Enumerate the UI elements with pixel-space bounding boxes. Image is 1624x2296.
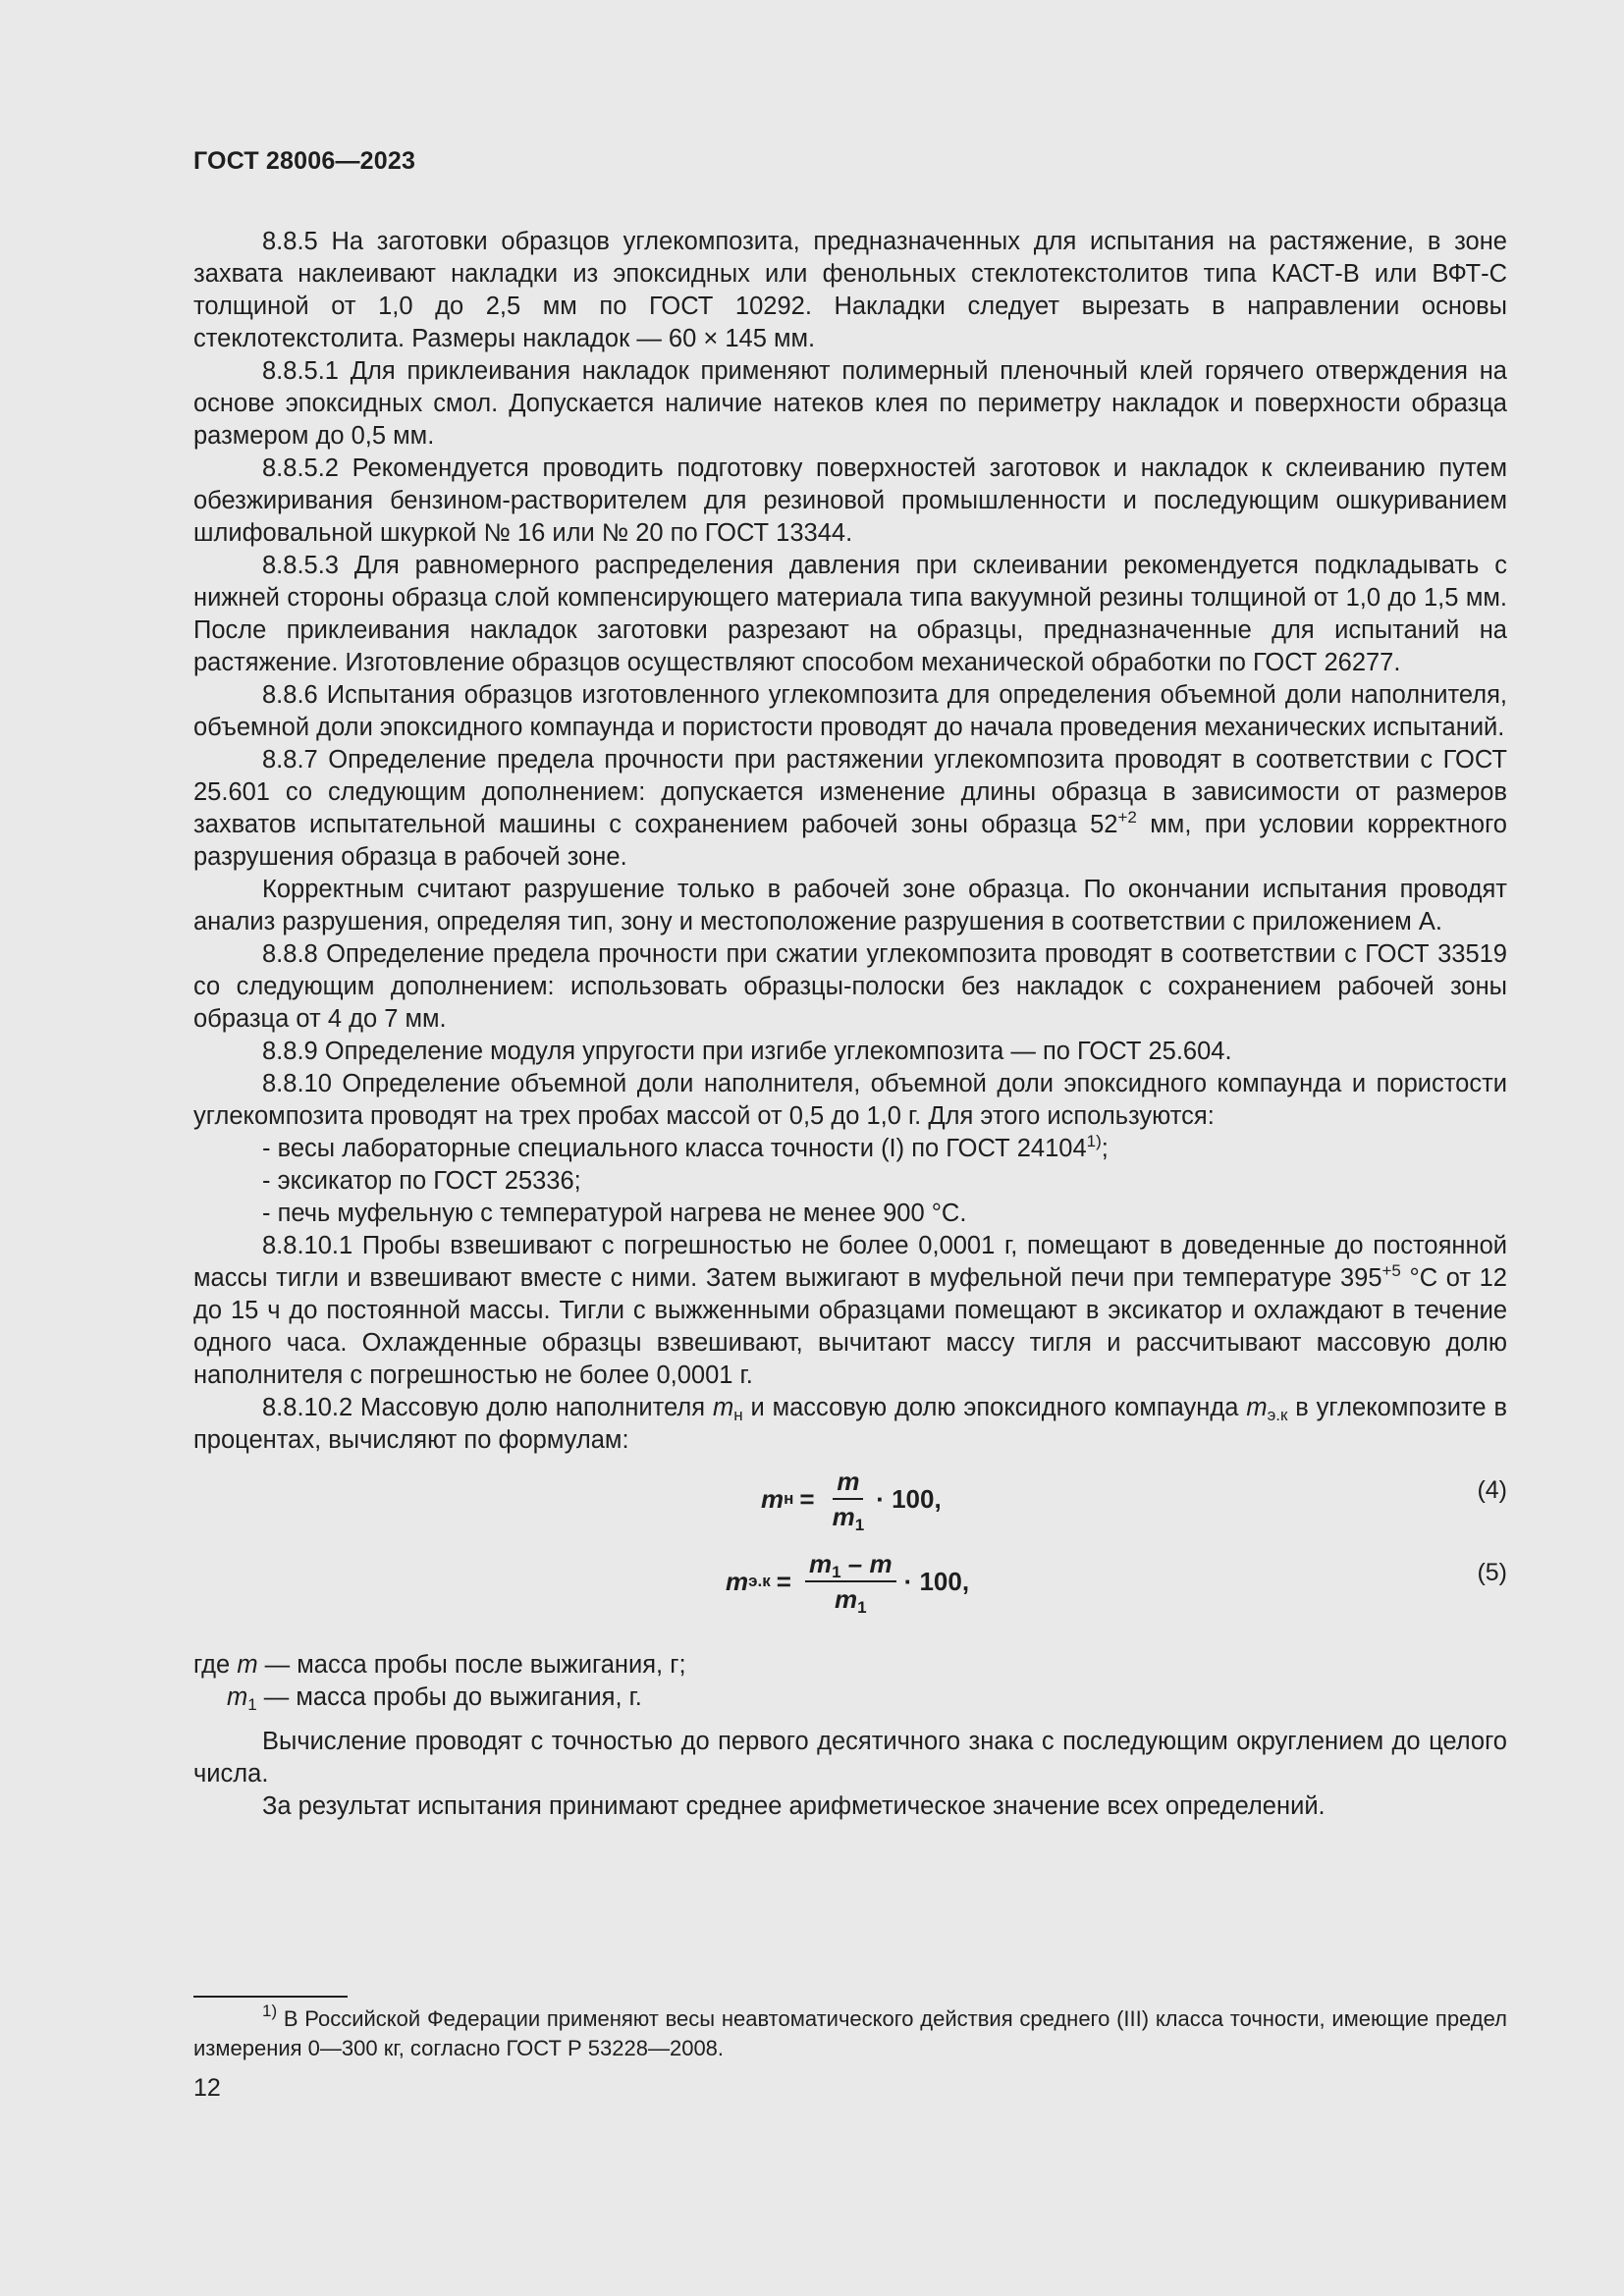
paragraph-8-8-5: 8.8.5 На заготовки образцов углекомпозита, предназначенных для испытания на растяжение, в зоне захвата наклеивают накладки из эпоксидных или фенольных стеклотекстолитов типа КАСТ-В или ВФТ-С толщиной от 1,0 до 2,5 мм по ГОСТ 10292. Накладки следует вырезать в направлении основы стеклотекстолита. Размеры накладок — 60 × 145 мм. — [193, 228, 1507, 352]
paragraph-8-8-9: 8.8.9 Определение модуля упругости при изгибе углекомпозита — по ГОСТ 25.604. — [262, 1038, 1232, 1065]
formula-5: m э.к = $\frac{m_1 - m}{m_1}$ · 100, (5) — [726, 1549, 1507, 1617]
formula-4: m н = $\frac{m}{m_1}$ · 100, (4) — [761, 1467, 1507, 1534]
document-header: ГОСТ 28006—2023 — [193, 147, 416, 175]
formula-number: (5) — [1477, 1559, 1507, 1586]
fraction: $\frac{m_1 - m}{m_1}$ — [805, 1549, 896, 1614]
paragraph-8-8-8: 8.8.8 Определение предела прочности при сжатии углекомпозита проводят в соответствии с ГОСТ 33519 со следующим дополнением: использовать образцы-полоски без накладок с сохранением рабочей зоны образца от 4 до 7 мм. — [193, 940, 1507, 1033]
footnote: $^{1)}$ В Российской Федерации применяют весы неавтоматического действия среднего (III) класса точности, имеющие предел измерения 0—300 кг, согласно ГОСТ Р 53228—2008. — [193, 2002, 1507, 2060]
definition-m1: $m_1$ — масса пробы до выжигания, г. — [227, 1683, 642, 1714]
fraction: $\frac{m}{m_1}$ — [832, 1467, 865, 1534]
list-item-desiccator: - эксикатор по ГОСТ 25336; — [262, 1167, 581, 1195]
list-item-furnace: - печь муфельную с температурой нагрева не менее 900 °С. — [262, 1200, 967, 1227]
paragraph-result: За результат испытания принимают среднее арифметическое значение всех определений. — [262, 1792, 1326, 1820]
paragraph-rounding: Вычисление проводят с точностью до первого десятичного знака с последующим округлением до целого числа. — [193, 1728, 1507, 1788]
document-body — [193, 226, 1507, 1823]
formula-number: (4) — [1477, 1476, 1507, 1504]
paragraph-8-8-5-3: 8.8.5.3 Для равномерного распределения давления при склеивании рекомендуется подкладывать с нижней стороны образца слой компенсирующего материала типа вакуумной резины толщиной от 1,0 до 1,5 мм. После приклеивания накладок заготовки разрезают на образцы, предназначенные для испытаний на растяжение. Изготовление образцов осуществляют способом механической обработки по ГОСТ 26277. — [193, 552, 1507, 676]
paragraph-8-8-10-2: 8.8.10.2 Массовую долю наполнителя $m_н$ и массовую долю эпоксидного компаунда $m_{э.к}$ в углекомпозите в процентах, вычисляют по формулам: — [193, 1394, 1507, 1454]
variable-definitions — [193, 1649, 1507, 1714]
paragraph-8-8-5-1: 8.8.5.1 Для приклеивания накладок применяют полимерный пленочный клей горячего отверждения на основе эпоксидных смол. Допускается наличие натеков клея по периметру накладок и поверхности образца размером до 0,5 мм. — [193, 357, 1507, 450]
definition-m: где m — масса пробы после выжигания, г; — [193, 1651, 686, 1679]
paragraph-8-8-5-2: 8.8.5.2 Рекомендуется проводить подготовку поверхностей заготовок и накладок к склеиванию путем обезжиривания бензином-растворителем для резиновой промышленности и последующим ошкуриванием шлифовальной шкуркой № 16 или № 20 по ГОСТ 13344. — [193, 454, 1507, 547]
paragraph-8-8-10-1: 8.8.10.1 Пробы взвешивают с погрешностью не более 0,0001 г, помещают в доведенные до постоянной массы тигли и взвешивают вместе с ними. Затем выжигают в муфельной печи при температуре $395^{+5}$ °С от 12 до 15 ч до постоянной массы. Тигли с выжженными образцами помещают в эксикатор и охлаждают в течение одного часа. Охлажденные образцы взвешивают, вычитают массу тигля и рассчитывают массовую долю наполнителя с погрешностью не более 0,0001 г. — [193, 1232, 1507, 1389]
paragraph-8-8-10: 8.8.10 Определение объемной доли наполнителя, объемной доли эпоксидного компаунда и пористости углекомпозита проводят на трех пробах массой от 0,5 до 1,0 г. Для этого используются: — [193, 1070, 1507, 1130]
footnote-ref: 1) — [1086, 1132, 1102, 1150]
page-number: 12 — [193, 2074, 221, 2102]
paragraph-correct-fracture: Корректным считают разрушение только в рабочей зоне образца. По окончании испытания проводят анализ разрушения, определяя тип, зону и местоположение разрушения в соответствии с приложением А. — [193, 876, 1507, 935]
list-item-scales: - весы лабораторные специального класса точности (I) по ГОСТ 24104$^{1)}$; — [262, 1132, 1109, 1162]
footnote-divider — [193, 1996, 348, 1998]
paragraph-8-8-7: 8.8.7 Определение предела прочности при растяжении углекомпозита проводят в соответствии с ГОСТ 25.601 со следующим дополнением: допускается изменение длины образца в зависимости от размеров захватов испытательной машины с сохранением рабочей зоны образца $52^{+2}$ мм, при условии корректного разрушения образца в рабочей зоне. — [193, 746, 1507, 871]
paragraph-8-8-6: 8.8.6 Испытания образцов изготовленного углекомпозита для определения объемной доли наполнителя, объемной доли эпоксидного компаунда и пористости проводят до начала проведения механических испытаний. — [193, 681, 1507, 741]
